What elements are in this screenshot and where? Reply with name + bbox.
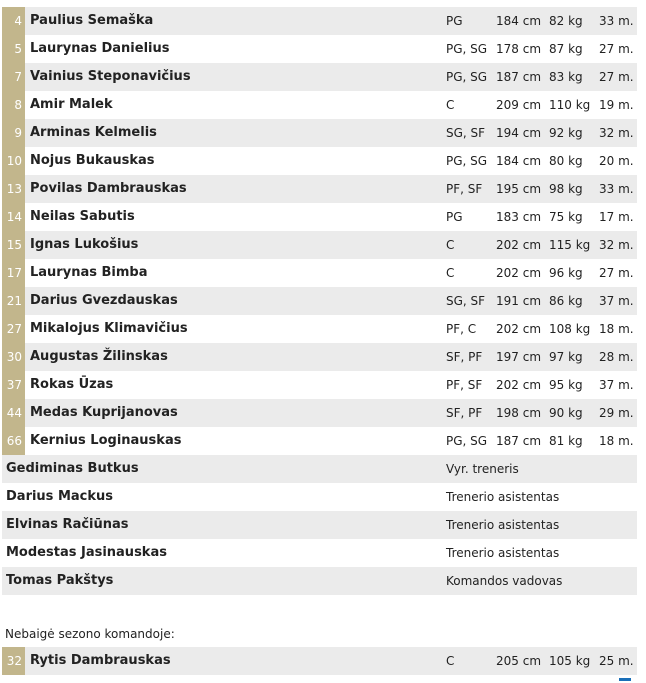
player-height: 202 cm (496, 238, 542, 252)
player-name-link[interactable]: Rytis Dambrauskas (30, 653, 171, 668)
player-height: 194 cm (496, 126, 542, 140)
staff-role: Trenerio asistentas (446, 518, 560, 532)
player-position: C (446, 98, 455, 112)
player-age: 37 m. (599, 378, 634, 392)
player-height: 198 cm (496, 406, 542, 420)
player-weight: 81 kg (549, 434, 583, 448)
player-name-link[interactable]: Laurynas Danielius (30, 41, 170, 56)
roster-table (2, 7, 637, 595)
player-name-link[interactable]: Paulius Semaška (30, 13, 154, 28)
player-name-link[interactable]: Arminas Kelmelis (30, 125, 157, 140)
player-position: PF, SF (446, 182, 483, 196)
player-weight: 105 kg (549, 654, 591, 668)
player-position: PF, SF (446, 378, 483, 392)
table-row (2, 287, 637, 315)
player-number: 37 (2, 371, 25, 399)
player-name-link[interactable]: Amir Malek (30, 97, 113, 112)
player-weight: 90 kg (549, 406, 583, 420)
player-number: 66 (2, 427, 25, 455)
player-number: 10 (2, 147, 25, 175)
table-row (2, 647, 637, 675)
staff-role: Trenerio asistentas (446, 490, 560, 504)
staff-name-link[interactable]: Modestas Jasinauskas (6, 545, 167, 560)
player-name-link[interactable]: Neilas Sabutis (30, 209, 135, 224)
table-row (2, 343, 637, 371)
player-weight: 95 kg (549, 378, 583, 392)
player-position: PG, SG (446, 70, 488, 84)
player-age: 25 m. (599, 654, 634, 668)
staff-name-link[interactable]: Elvinas Račiūnas (6, 517, 129, 532)
player-height: 209 cm (496, 98, 542, 112)
scroll-indicator[interactable] (619, 678, 631, 681)
player-number: 32 (2, 647, 25, 675)
former-players-note: Nebaigė sezono komandoje: (5, 627, 175, 641)
player-height: 184 cm (496, 154, 542, 168)
staff-row (2, 455, 637, 483)
player-name-link[interactable]: Kernius Loginauskas (30, 433, 182, 448)
player-number: 27 (2, 315, 25, 343)
table-row (2, 7, 637, 35)
player-height: 195 cm (496, 182, 542, 196)
player-name-link[interactable]: Laurynas Bimba (30, 265, 148, 280)
table-row (2, 259, 637, 287)
player-name-link[interactable]: Mikalojus Klimavičius (30, 321, 188, 336)
player-position: SF, PF (446, 406, 483, 420)
player-weight: 83 kg (549, 70, 583, 84)
player-age: 27 m. (599, 42, 634, 56)
player-position: SF, PF (446, 350, 483, 364)
player-height: 197 cm (496, 350, 542, 364)
table-row (2, 119, 637, 147)
player-position: PG, SG (446, 434, 488, 448)
player-name-link[interactable]: Povilas Dambrauskas (30, 181, 187, 196)
staff-name-link[interactable]: Tomas Pakštys (6, 573, 114, 588)
player-name-link[interactable]: Augustas Žilinskas (30, 349, 168, 364)
table-row (2, 35, 637, 63)
player-weight: 92 kg (549, 126, 583, 140)
player-age: 17 m. (599, 210, 634, 224)
table-row (2, 175, 637, 203)
table-row (2, 427, 637, 455)
player-position: PG (446, 14, 463, 28)
player-age: 37 m. (599, 294, 634, 308)
player-age: 19 m. (599, 98, 634, 112)
player-age: 33 m. (599, 182, 634, 196)
player-height: 178 cm (496, 42, 542, 56)
player-weight: 82 kg (549, 14, 583, 28)
staff-row (2, 567, 637, 595)
table-row (2, 63, 637, 91)
player-weight: 115 kg (549, 238, 591, 252)
player-number: 44 (2, 399, 25, 427)
player-height: 187 cm (496, 70, 542, 84)
player-number: 17 (2, 259, 25, 287)
player-age: 27 m. (599, 70, 634, 84)
player-position: SG, SF (446, 294, 486, 308)
player-weight: 96 kg (549, 266, 583, 280)
player-age: 20 m. (599, 154, 634, 168)
player-age: 27 m. (599, 266, 634, 280)
staff-row (2, 483, 637, 511)
player-height: 183 cm (496, 210, 542, 224)
player-height: 202 cm (496, 266, 542, 280)
player-weight: 87 kg (549, 42, 583, 56)
player-age: 33 m. (599, 14, 634, 28)
player-name-link[interactable]: Darius Gvezdauskas (30, 293, 178, 308)
player-number: 15 (2, 231, 25, 259)
player-name-link[interactable]: Rokas Ūzas (30, 377, 114, 392)
player-number: 9 (2, 119, 25, 147)
player-name-link[interactable]: Medas Kuprijanovas (30, 405, 178, 420)
staff-role: Vyr. treneris (446, 462, 519, 476)
table-row (2, 231, 637, 259)
table-row (2, 203, 637, 231)
player-height: 187 cm (496, 434, 542, 448)
player-weight: 80 kg (549, 154, 583, 168)
player-number: 8 (2, 91, 25, 119)
player-name-link[interactable]: Nojus Bukauskas (30, 153, 155, 168)
table-row (2, 147, 637, 175)
former-players-table (2, 647, 637, 675)
player-position: C (446, 654, 455, 668)
staff-row (2, 511, 637, 539)
player-height: 202 cm (496, 378, 542, 392)
staff-name-link[interactable]: Darius Mackus (6, 489, 114, 504)
table-row (2, 399, 637, 427)
player-height: 205 cm (496, 654, 542, 668)
player-position: SG, SF (446, 126, 486, 140)
player-age: 18 m. (599, 322, 634, 336)
staff-row (2, 539, 637, 567)
player-position: C (446, 238, 455, 252)
player-number: 7 (2, 63, 25, 91)
player-age: 28 m. (599, 350, 634, 364)
table-row (2, 371, 637, 399)
player-number: 21 (2, 287, 25, 315)
player-position: PF, C (446, 322, 477, 336)
player-age: 29 m. (599, 406, 634, 420)
player-position: C (446, 266, 455, 280)
player-number: 13 (2, 175, 25, 203)
player-weight: 86 kg (549, 294, 583, 308)
player-age: 32 m. (599, 126, 634, 140)
player-position: PG (446, 210, 463, 224)
staff-role: Trenerio asistentas (446, 546, 560, 560)
player-number: 14 (2, 203, 25, 231)
player-name-link[interactable]: Ignas Lukošius (30, 237, 139, 252)
player-height: 191 cm (496, 294, 542, 308)
player-weight: 110 kg (549, 98, 591, 112)
table-row (2, 315, 637, 343)
player-number: 30 (2, 343, 25, 371)
player-number: 5 (2, 35, 25, 63)
player-position: PG, SG (446, 42, 488, 56)
table-row (2, 91, 637, 119)
player-weight: 108 kg (549, 322, 591, 336)
player-height: 202 cm (496, 322, 542, 336)
player-name-link[interactable]: Vainius Steponavičius (30, 69, 191, 84)
player-weight: 98 kg (549, 182, 583, 196)
player-age: 18 m. (599, 434, 634, 448)
player-weight: 97 kg (549, 350, 583, 364)
player-number: 4 (2, 7, 25, 35)
player-age: 32 m. (599, 238, 634, 252)
staff-name-link[interactable]: Gediminas Butkus (6, 461, 139, 476)
staff-role: Komandos vadovas (446, 574, 563, 588)
player-position: PG, SG (446, 154, 488, 168)
player-height: 184 cm (496, 14, 542, 28)
player-weight: 75 kg (549, 210, 583, 224)
